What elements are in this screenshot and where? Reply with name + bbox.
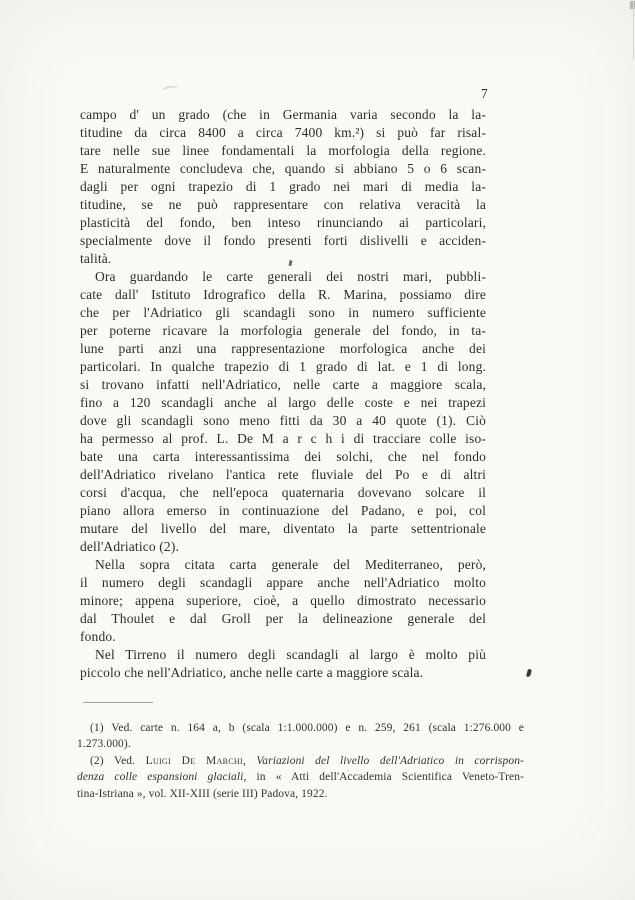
footnote-separator bbox=[83, 702, 153, 703]
text-segment: denza colle espansioni glaciali bbox=[77, 771, 244, 784]
scan-edge-line bbox=[633, 0, 634, 60]
text-line: fondo. bbox=[80, 629, 116, 644]
text-line: titudine, se ne può rappresentare con relativa veracità la bbox=[80, 197, 486, 212]
text-line: fino a 120 scandagli anche al largo delle coste e nei trapezi bbox=[80, 395, 486, 410]
text-line: talità. bbox=[80, 251, 112, 266]
text-segment: (2) Ved. bbox=[90, 754, 146, 767]
text-line: Nel Tirreno il numero degli scandagli al largo è molto più bbox=[95, 647, 486, 662]
footnotes bbox=[77, 720, 524, 802]
text-line bbox=[77, 720, 524, 736]
text-line: E naturalmente concludeva che, quando si abbiano 5 o 6 scan- bbox=[80, 161, 486, 176]
text-line bbox=[77, 736, 524, 752]
text-line: Nella sopra citata carta generale del Mediterraneo, però, bbox=[95, 557, 486, 572]
text-line: bate una carta interessantissima dei solchi, che nel fondo bbox=[80, 449, 486, 464]
text-line: piccolo che nell'Adriatico, anche nelle carte a maggiore scala. bbox=[80, 665, 424, 680]
text-line: piano allora emerso in continuazione del Padano, e poi, col bbox=[80, 503, 486, 518]
text-line: titudine da circa 8400 a circa 7400 km.²) si può far risal- bbox=[80, 125, 486, 140]
text-line: ha permesso al prof. L. De M a r c h i di tracciare colle iso- bbox=[80, 431, 486, 446]
main-text bbox=[80, 106, 486, 682]
ink-speck-right bbox=[526, 669, 531, 678]
text-line: dagli per ogni trapezio di 1 grado nei mari di media la- bbox=[80, 179, 486, 194]
footnote bbox=[77, 720, 524, 753]
text-line: lune parti anzi una rappresentazione morfologica anche dei bbox=[80, 341, 486, 356]
text-line: per poterne ricavare la morfologia generale del fondo, in ta- bbox=[80, 323, 486, 338]
text-line: minore; appena superiore, cioè, a quello dimostrato necessario bbox=[80, 593, 486, 608]
text-line: dell'Adriatico (2). bbox=[80, 539, 179, 554]
text-line: dal Thoulet e dal Groll per la delineazione generale del bbox=[80, 611, 486, 626]
text-line: campo d' un grado (che in Germania varia secondo la la- bbox=[80, 107, 486, 122]
text-line: corsi d'acqua, che nell'epoca quaternaria dovevano solcare il bbox=[80, 485, 486, 500]
text-line bbox=[77, 769, 524, 785]
footnote bbox=[77, 753, 524, 802]
text-line: che per l'Adriatico gli scandagli sono in numero sufficiente bbox=[80, 305, 486, 320]
text-line: specialmente dove il fondo presenti forti dislivelli e acciden- bbox=[80, 233, 486, 248]
text-line: Ora guardando le carte generali dei nostri mari, pubbli- bbox=[95, 269, 486, 284]
text-segment: tina-Istriana », vol. XII-XIII (serie III) Padova, 1922. bbox=[77, 787, 328, 800]
text-line: particolari. In qualche trapezio di 1 grado di lat. e 1 di long. bbox=[80, 359, 486, 374]
text-line bbox=[77, 786, 524, 802]
page-number: 7 bbox=[481, 86, 488, 101]
text-line: tare nelle sue linee fondamentali la morfologia della regione. bbox=[80, 143, 486, 158]
text-line: si trovano infatti nell'Adriatico, nelle carte a maggiore scala, bbox=[80, 377, 486, 392]
paragraph bbox=[80, 106, 486, 268]
text-segment: Variazioni del livello dell'Adriatico in corrispon- bbox=[256, 754, 524, 767]
text-line: mutare del livello del mare, diventato la parte settentrionale bbox=[80, 521, 486, 536]
text-line: dell'Adriatico rivelano l'antica rete fluviale del Po e di altri bbox=[80, 467, 486, 482]
text-segment: , bbox=[242, 754, 257, 767]
text-segment: Luigi De Marchi bbox=[145, 754, 243, 767]
paragraph bbox=[80, 556, 486, 646]
paragraph bbox=[80, 646, 486, 682]
text-segment: 1.273.000). bbox=[77, 738, 131, 751]
text-segment: , in « Atti dell'Accademia Scientifica Veneto-Tren- bbox=[243, 771, 524, 784]
text-segment: (1) Ved. carte n. 164 a, b (scala 1:1.000.000) e n. 259, 261 (scala 1:276.000 e bbox=[90, 722, 524, 734]
scan-smudge bbox=[162, 85, 179, 95]
text-line: il numero degli scandagli appare anche nell'Adriatico molto bbox=[80, 575, 486, 590]
text-line bbox=[77, 753, 524, 769]
text-line: dove gli scandagli sono meno fitti da 30 a 40 quote (1). Ciò bbox=[80, 413, 486, 428]
paragraph bbox=[80, 268, 486, 556]
text-line: cate dall' Istituto Idrografico della R. Marina, possiamo dire bbox=[80, 287, 486, 302]
text-line: plasticità del fondo, ben inteso rinunciando ai particolari, bbox=[80, 215, 486, 230]
